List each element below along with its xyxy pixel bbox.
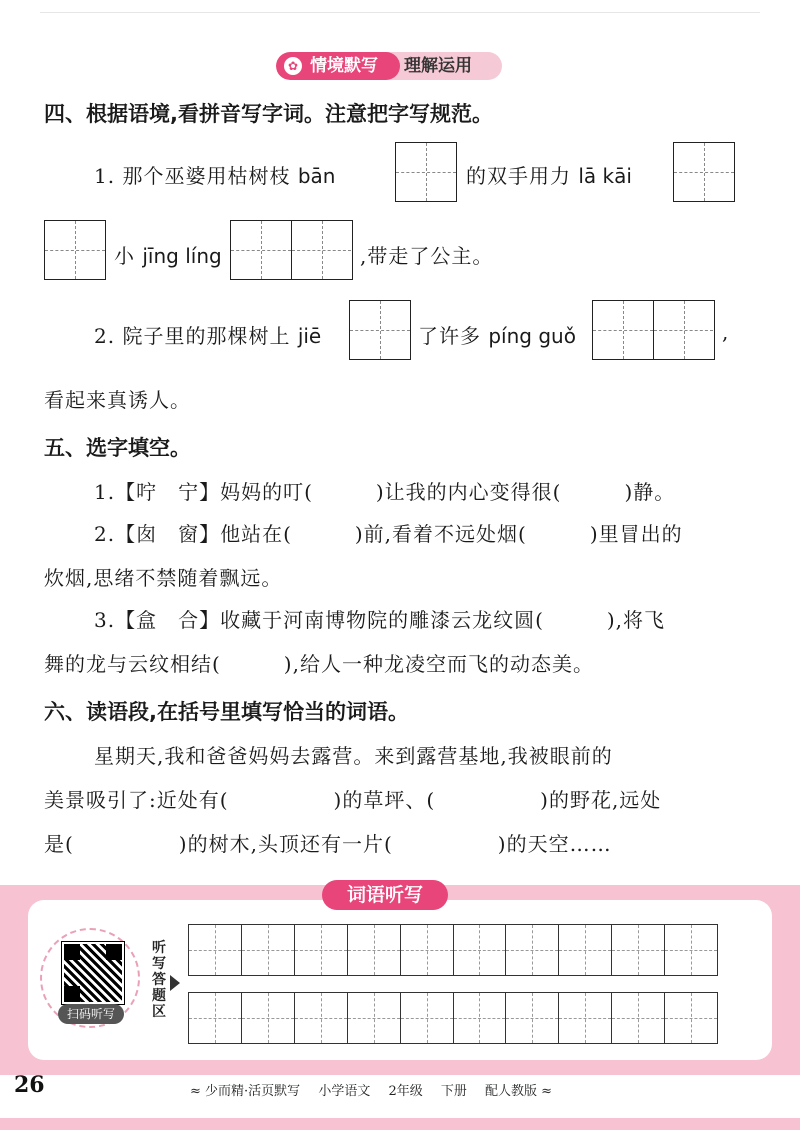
footer-series: ≈ 少而精·活页默写 [190, 1084, 301, 1099]
q1-text-1 [94, 160, 335, 189]
qr-code-icon[interactable] [62, 942, 124, 1004]
footer-subject: 小学语文 [318, 1084, 371, 1099]
top-rule [40, 12, 760, 13]
answer-grid-jie[interactable] [349, 300, 411, 360]
pinyin-pingguo: píng guǒ [488, 324, 576, 348]
q1-xiao: 小 [114, 244, 135, 268]
pinyin-ban: bān [297, 164, 336, 188]
answer-grid-pingguo[interactable] [592, 300, 715, 360]
dictation-title: 词语听写 [322, 880, 448, 910]
pinyin-lakai: lā kāi [578, 164, 632, 188]
s5-q1: 1.【咛 宁】妈妈的叮( )让我的内心变得很( )静。 [94, 480, 676, 504]
pinyin-jingling: jīng líng [142, 244, 222, 268]
q2-text-3: 看起来真诱人。 [44, 388, 191, 412]
page-number: 26 [14, 1072, 45, 1098]
arrow-right-icon [170, 975, 180, 991]
s5-q3-line1: 3.【盒 合】收藏于河南博物院的雕漆云龙纹圆( ),将飞 [94, 608, 666, 632]
footer-volume: 下册 [440, 1084, 467, 1099]
s5-q2-line1: 2.【囱 窗】他站在( )前,看着不远处烟( )里冒出的 [94, 522, 683, 546]
answer-area-label: 听写答题区 [152, 940, 166, 1020]
s6-line1: 星期天,我和爸爸妈妈去露营。来到露营基地,我被眼前的 [94, 744, 613, 768]
q1-text-4: ,带走了公主。 [360, 244, 494, 268]
q2-text-2 [418, 320, 576, 349]
q1-prompt-2: 的双手用力 [466, 164, 571, 188]
section4-title: 四、根据语境,看拼音写字词。注意把字写规范。 [44, 102, 493, 126]
answer-grid-lakai-2[interactable] [44, 220, 106, 280]
answer-grid-jingling[interactable] [230, 220, 353, 280]
mascot-icon: ✿ [284, 57, 302, 75]
tag-secondary: 理解运用 [404, 56, 472, 76]
dictation-row-2[interactable] [188, 992, 718, 1044]
pinyin-jie: jiē [297, 324, 322, 348]
bottom-decor [0, 1118, 800, 1130]
q1-prompt: 1. 那个巫婆用枯树枝 [94, 164, 291, 188]
q1-text-2 [466, 160, 632, 189]
q2-prompt-2: 了许多 [418, 324, 481, 348]
scan-label[interactable]: 扫码听写 [58, 1004, 124, 1024]
footer-edition: 配人教版 ≈ [485, 1084, 553, 1099]
q2-text-1 [94, 320, 321, 349]
answer-grid-ban[interactable] [395, 142, 457, 202]
section5-title: 五、选字填空。 [44, 436, 191, 460]
s6-line3: 是( )的树木,头顶还有一片( )的天空…… [44, 832, 612, 856]
s6-line2: 美景吸引了:近处有( )的草坪、( )的野花,远处 [44, 788, 662, 812]
q1-text-3 [114, 240, 222, 269]
section6-title: 六、读语段,在括号里填写恰当的词语。 [44, 700, 409, 724]
dictation-row-1[interactable] [188, 924, 718, 976]
answer-grid-lakai[interactable] [673, 142, 735, 202]
footer-grade: 2年级 [388, 1084, 423, 1099]
s5-q2-line2: 炊烟,思绪不禁随着飘远。 [44, 566, 283, 590]
s5-q3-line2: 舞的龙与云纹相结( ),给人一种龙凌空而飞的动态美。 [44, 652, 594, 676]
footer-info [190, 1080, 566, 1099]
q2-comma: , [722, 320, 730, 344]
q2-prompt: 2. 院子里的那棵树上 [94, 324, 291, 348]
section-header-pill [276, 52, 502, 80]
tag-primary [276, 52, 400, 80]
tag-primary-label: 情境默写 [310, 56, 378, 76]
